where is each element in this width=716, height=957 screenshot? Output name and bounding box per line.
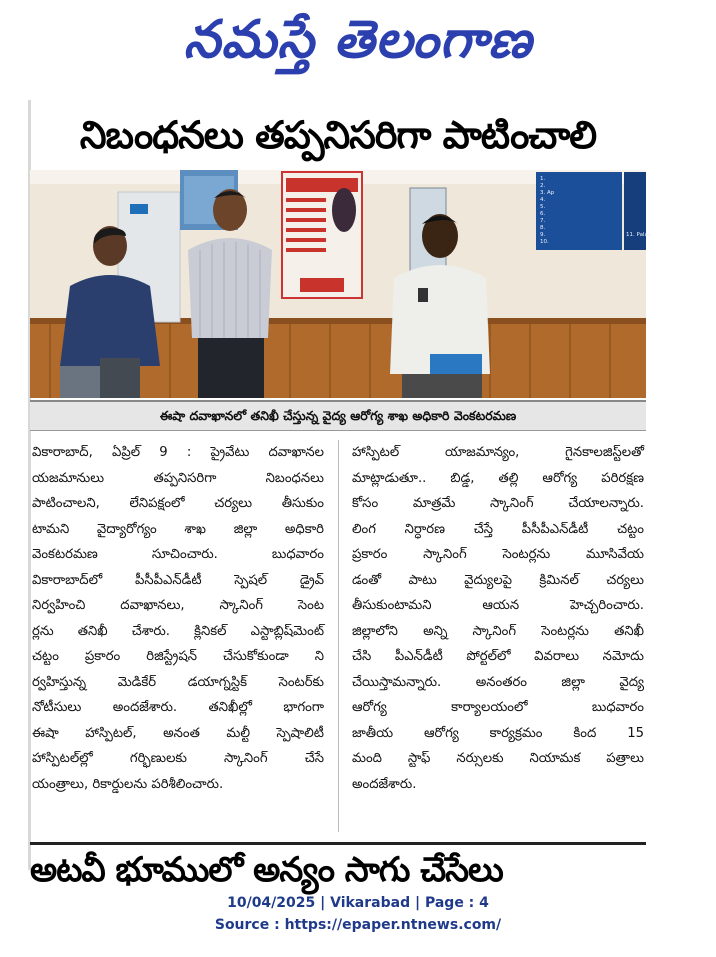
- signage-line: 9.: [540, 232, 546, 238]
- article-column-right: [352, 440, 644, 797]
- article-line: లింగ నిర్ధారణ చేస్తే పీసీపీఎన్‌డీటీ చట్టం: [352, 521, 644, 537]
- signage-line: 11. Palac: [626, 232, 651, 238]
- article-line: ప్రకారం స్కానింగ్ సెంటర్లను మూసివేయ: [352, 547, 644, 562]
- article-line: వికారాబాద్‌లో పీసీపీఎన్‌డీటీ స్పెషల్ డ్రైవ్: [32, 572, 324, 588]
- article-line: ర్లను తనిఖీ చేశారు. క్లినికల్ ఎస్టాబ్లిష్‌మెంట్: [32, 623, 324, 639]
- article-line: యంత్రాలు, రికార్డులను పరిశీలించారు.: [32, 776, 224, 792]
- article-line: మంది స్టాఫ్ నర్సులకు నియామక పత్రాలు: [352, 751, 644, 766]
- signage-line: 1.: [540, 176, 546, 182]
- signage-line: 6.: [540, 211, 546, 217]
- article-headline: నిబంధనలు తప్పనిసరిగా పాటించాలి: [79, 113, 597, 157]
- article-column-left: [32, 440, 324, 797]
- source-line: Source : https://epaper.ntnews.com/: [214, 917, 502, 933]
- article-line: చట్టం ప్రకారం రిజిస్ట్రేషన్ చేసుకోకుండా ని: [32, 649, 324, 664]
- article-line: హాస్పిటల్ యాజమాన్యం, గైనకాలజిస్ట్‌లతో: [352, 445, 644, 460]
- signage-line: 2.: [540, 183, 546, 189]
- article-line: హాస్పిటల్‌ల్లో గర్భిణులకు స్కానింగ్ చేసే: [32, 751, 324, 766]
- article-line: తీసుకుంటామని ఆయన హెచ్చరించారు.: [352, 598, 644, 613]
- article-line: యజమానులు తప్పనిసరిగా నిబంధనలు: [32, 470, 324, 486]
- article-line: టామని వైద్యారోగ్యం శాఖ జిల్లా అధికారి: [32, 521, 324, 537]
- article-photo: [30, 170, 651, 398]
- article-line: వెంకటరమణ సూచించారు. బుధవారం: [32, 547, 324, 562]
- article-line: నిర్వహించి దవాఖానలు, స్కానింగ్ సెంట: [32, 598, 324, 613]
- page-footer: [0, 892, 716, 936]
- article-line: అందజేశారు.: [352, 776, 417, 792]
- next-article-headline: [30, 846, 646, 890]
- article-line: డంతో పాటు వైద్యులపై క్రిమినల్ చర్యలు: [352, 572, 644, 588]
- signage-line: 8.: [540, 225, 546, 231]
- article-line: జిల్లాలోని అన్ని స్కానింగ్ సెంటర్లను తనిఖీ: [352, 623, 644, 639]
- photo-illustration: [30, 170, 651, 398]
- signage-line: 4.: [540, 197, 546, 203]
- column-divider: [338, 440, 339, 832]
- article-line: చేసి పీఎన్‌డీటీ పోర్టల్‌లో వివరాలు నమోదు: [352, 649, 644, 664]
- masthead: [0, 4, 716, 76]
- article-line: జాతీయ ఆరోగ్య కార్యక్రమం కింద 15: [352, 725, 644, 741]
- photo-caption: ఈషా దవాఖానలో తనిఖీ చేస్తున్న వైద్య ఆరోగ్య శాఖ అధికారి వెంకటరమణ: [30, 400, 646, 431]
- signage-line: 5.: [540, 204, 546, 210]
- article-line: మాట్లాడుతూ.. బిడ్డ, తల్లి ఆరోగ్య పరిరక్షణ: [352, 470, 644, 486]
- article-line: ర్వహిస్తున్న మెడికేర్ డయాగ్నస్టిక్ సెంటర్‌కు: [32, 674, 324, 690]
- article-line: కోసం మాత్రమే స్కానింగ్ చేయాలన్నారు.: [352, 496, 644, 511]
- signage-line: 3. Ap: [540, 190, 555, 196]
- article-line: పాటించాలని, లేనిపక్షంలో చర్యలు తీసుకుం: [32, 496, 324, 511]
- signage-line: 10.: [540, 239, 549, 245]
- article-line: చేయిస్తామన్నారు. అనంతరం జిల్లా వైద్య: [352, 674, 644, 690]
- article-line: ఆరోగ్య కార్యాలయంలో బుధవారం: [352, 700, 644, 715]
- article-line: వికారాబాద్, ఏప్రిల్ 9 : ప్రైవేటు దవాఖానల: [32, 445, 324, 460]
- signage-line: 7.: [540, 218, 546, 224]
- edition-line: 10/04/2025 | Vikarabad | Page : 4: [227, 895, 489, 911]
- article-line: నోటీసులు అందజేశారు. తనిఖీల్లో భాగంగా: [32, 700, 324, 715]
- next-article-headline-text: అటవీ భూములో అన్యం సాగు చేసేలు: [30, 850, 503, 890]
- masthead-title: నమస్తే తెలంగాణ: [183, 10, 533, 70]
- article-line: ఈషా హాస్పిటల్, అనంత మల్టీ స్పెషాలిటీ: [32, 725, 324, 741]
